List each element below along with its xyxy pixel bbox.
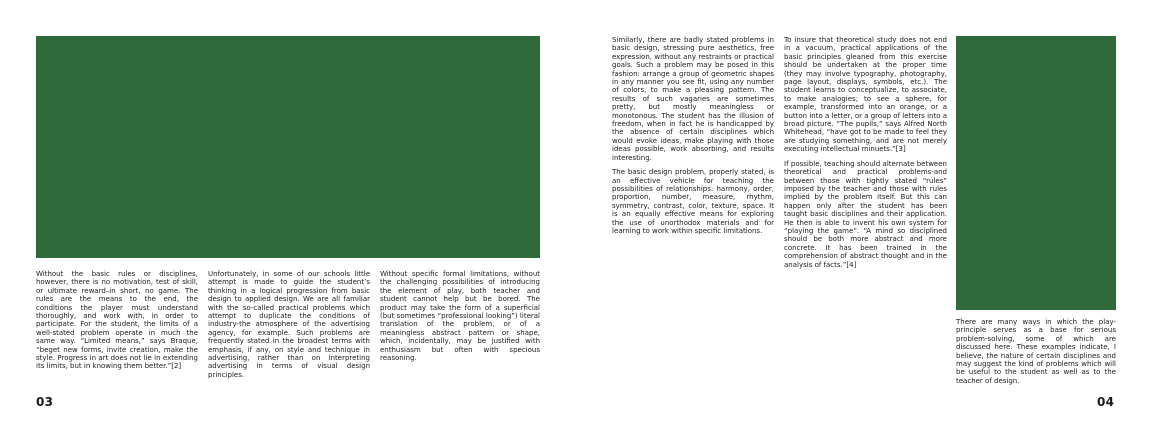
green-image-block <box>956 36 1116 310</box>
paragraph: If possible, teaching should alternate between theoretical and practical problems-and between those with tightly stated “rules” imposed by the teacher and those with rules implied by the problem itself. But this can happen only after the student has been taught basic disciplines and their application. He then is able to invent his own system for “playing the game”. “A mind so disciplined should be both more abstract and more concrete. It has been trained in the comprehension of abstract thought and in the analysis of facts.”[4] <box>784 159 947 269</box>
paragraph: The basic design problem, properly stated, is an effective vehicle for teaching the possibilities of relationships: harmony, order, proportion, number, measure, rhythm, symmetry, contrast, color, texture, space. It is an equally effective means for exploring the use of unorthodox materials and for learning to work within specific limitations. <box>612 168 774 235</box>
left-column-2 <box>208 270 370 385</box>
paragraph: Unfortunately, in some of our schools little attempt is made to guide the student’s thinking in a logical progression from basic design to applied design. We are all familiar with the so-called practical problems which attempt to duplicate the conditions of industry-the atmosphere of the advertising agency, for example. Such problems are frequently stated in the broadest terms with emphasis, if any, on style and technique in advertising, rather than on interpreting advertising in terms of visual design principles. <box>208 270 370 379</box>
paragraph: Without specific formal limitations, without the challenging possibilities of introducing the element of play, both teacher and student cannot help but be bored. The product may take the form of a superficial (but sometimes “professional looking”) literal translation of the problem, or of a meaningless abstract pattern or shape, which, incidentally, may be justified with enthusiasm but often with specious reasoning. <box>380 270 540 363</box>
right-page <box>576 0 1152 432</box>
paragraph: There are many ways in which the play-principle serves as a base for serious problem-solving, some of which are discussed here. These examples indicate, I believe, the nature of certain disciplines and may suggest the kind of problems which will be useful to the student as well as to the teacher of design. <box>956 318 1116 385</box>
right-column-1 <box>612 36 774 241</box>
left-column-3 <box>380 270 540 368</box>
page-number-left: 03 <box>36 395 54 409</box>
left-column-1 <box>36 270 198 377</box>
paragraph: To insure that theoretical study does not end in a vacuum, practical applications of the basic principles gleaned from this exercise should be undertaken at the proper time (they may involve typography, photography, page layout, displays, symbols, etc.). The student learns to conceptualize, to associate, to make analogies; to see a sphere, for example, transformed into an orange, or a button into a letter, or a group of letters into a broad picture. “The pupils,” says Alfred North Whitehead, “have got to be made to feel they are studying something, and are not merely executing intellectual minuets.”[3] <box>784 36 947 154</box>
right-column-3 <box>956 318 1116 391</box>
page-number-right: 04 <box>1097 395 1115 409</box>
paragraph: Similarly, there are badly stated problems in basic design, stressing pure aesthetics, free expression, without any restraints or practical goals. Such a problem may be posed in this fashion: arrange a group of geometric shapes in any manner you see fit, using any number of colors, to make a pleasing pattern. The results of such vagaries are sometimes pretty, but mostly meaningless or monotonous. The student has the illusion of freedom, when in fact he is handicapped by the absence of certain disciplines which would evoke ideas, make playing with those ideas possible, work absorbing, and results interesting. <box>612 36 774 162</box>
paragraph: Without the basic rules or disciplines, however, there is no motivation, test of skill, or ultimate reward–in short, no game. The rules are the means to the end, the conditions the player must understand thoroughly, and work with, in order to participate. For the student, the limits of a well-stated problem operate in much the same way. “Limited means,” says Braque, “beget new forms, invite creation, make the style. Progress in art does not lie in extending its limits, but in knowing them better.”[2] <box>36 270 198 371</box>
right-column-2 <box>784 36 947 275</box>
green-image-block <box>36 36 540 258</box>
